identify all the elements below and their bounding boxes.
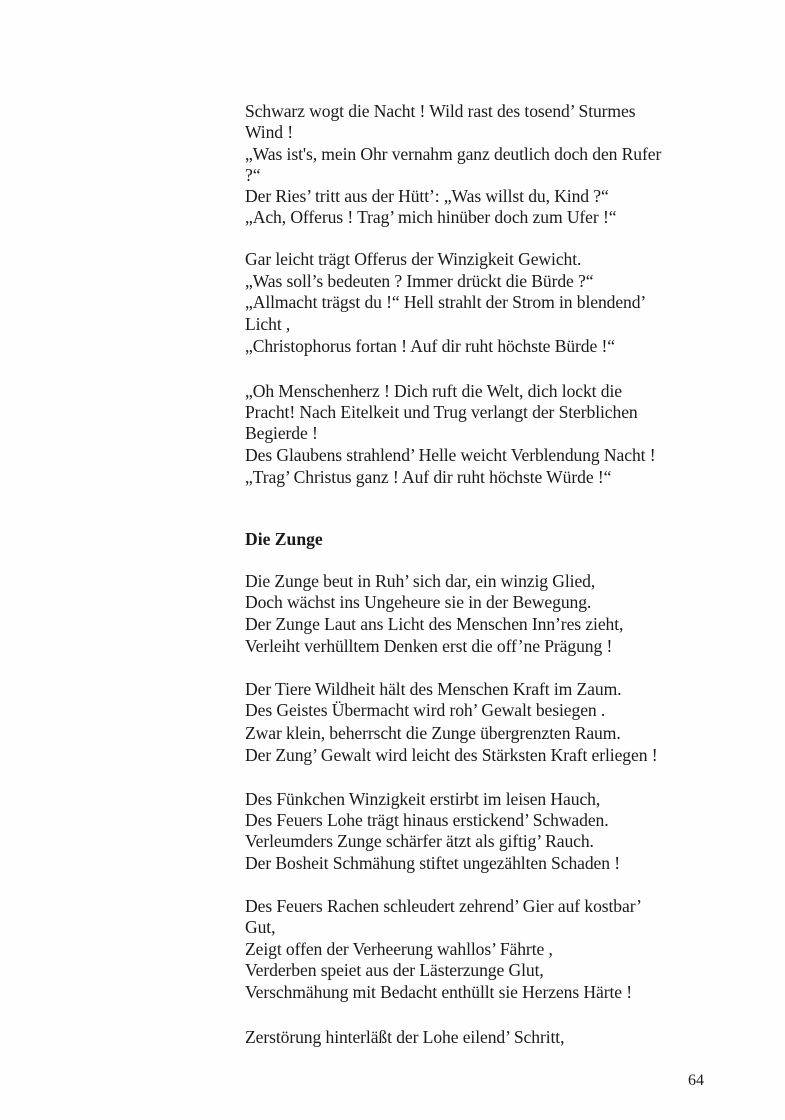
poem-line: Zerstörung hinterläßt der Lohe eilend’ Schritt, (245, 1027, 565, 1047)
poem-line: Zeigt offen der Verheerung wahllos’ Fährte , (245, 939, 553, 959)
poem-line: Schwarz wogt die Nacht ! Wild rast des tosend’ Sturmes (245, 101, 636, 121)
poem-line: Der Zunge Laut ans Licht des Menschen Inn’res zieht, (245, 614, 624, 634)
poem-line: Begierde ! (245, 423, 318, 443)
poem-line: „Ach, Offerus ! Trag’ mich hinüber doch zum Ufer !“ (245, 207, 617, 227)
poem-line: Des Geistes Übermacht wird roh’ Gewalt besiegen . (245, 700, 606, 720)
poem-line: „Christophorus fortan ! Auf dir ruht höchste Bürde !“ (245, 336, 615, 356)
poem-line: Verleiht verhülltem Denken erst die off’ne Prägung ! (245, 636, 613, 656)
poem-line: Der Bosheit Schmähung stiftet ungezählten Schaden ! (245, 853, 621, 873)
poem-line: Des Feuers Rachen schleudert zehrend’ Gier auf kostbar’ (245, 896, 642, 916)
poem-line: Verschmähung mit Bedacht enthüllt sie Herzens Härte ! (245, 982, 633, 1002)
poem-line: Die Zunge beut in Ruh’ sich dar, ein winzig Glied, (245, 571, 596, 591)
poem-line: „Was ist's, mein Ohr vernahm ganz deutlich doch den Rufer (245, 144, 662, 164)
poem-line: Des Fünkchen Winzigkeit erstirbt im leisen Hauch, (245, 789, 601, 809)
poem-line: Gar leicht trägt Offerus der Winzigkeit Gewicht. (245, 249, 582, 269)
poem-line: Des Glaubens strahlend’ Helle weicht Verblendung Nacht ! (245, 445, 656, 465)
poem-line: Wind ! (245, 122, 294, 142)
page-number: 64 (688, 1072, 704, 1089)
poem-line: Verleumders Zunge schärfer ätzt als giftig’ Rauch. (245, 831, 594, 851)
poem-line: Licht , (245, 314, 291, 334)
poem-line: Zwar klein, beherrscht die Zunge übergrenzten Raum. (245, 723, 621, 743)
poem-title: Die Zunge (245, 529, 323, 549)
poem-line: Der Tiere Wildheit hält des Menschen Kraft im Zaum. (245, 679, 622, 699)
poem-line: Pracht! Nach Eitelkeit und Trug verlangt der Sterblichen (245, 402, 638, 422)
poem-line: Verderben speiet aus der Lästerzunge Glut, (245, 960, 544, 980)
poem-line: Des Feuers Lohe trägt hinaus erstickend’ Schwaden. (245, 810, 609, 830)
poem-line: „Allmacht trägst du !“ Hell strahlt der Strom in blendend’ (245, 292, 647, 312)
poem-line: „Was soll’s bedeuten ? Immer drückt die Bürde ?“ (245, 271, 594, 291)
poem-line: „Trag’ Christus ganz ! Auf dir ruht höchste Würde !“ (245, 467, 612, 487)
poem-line: Der Ries’ tritt aus der Hütt’: „Was willst du, Kind ?“ (245, 186, 609, 206)
poem-line: Der Zung’ Gewalt wird leicht des Stärksten Kraft erliegen ! (245, 745, 658, 765)
poem-line: ?“ (245, 165, 261, 185)
poem-line: Doch wächst ins Ungeheure sie in der Bewegung. (245, 592, 592, 612)
poem-line: Gut, (245, 917, 276, 937)
poem-line: „Oh Menschenherz ! Dich ruft die Welt, dich lockt die (245, 381, 622, 401)
